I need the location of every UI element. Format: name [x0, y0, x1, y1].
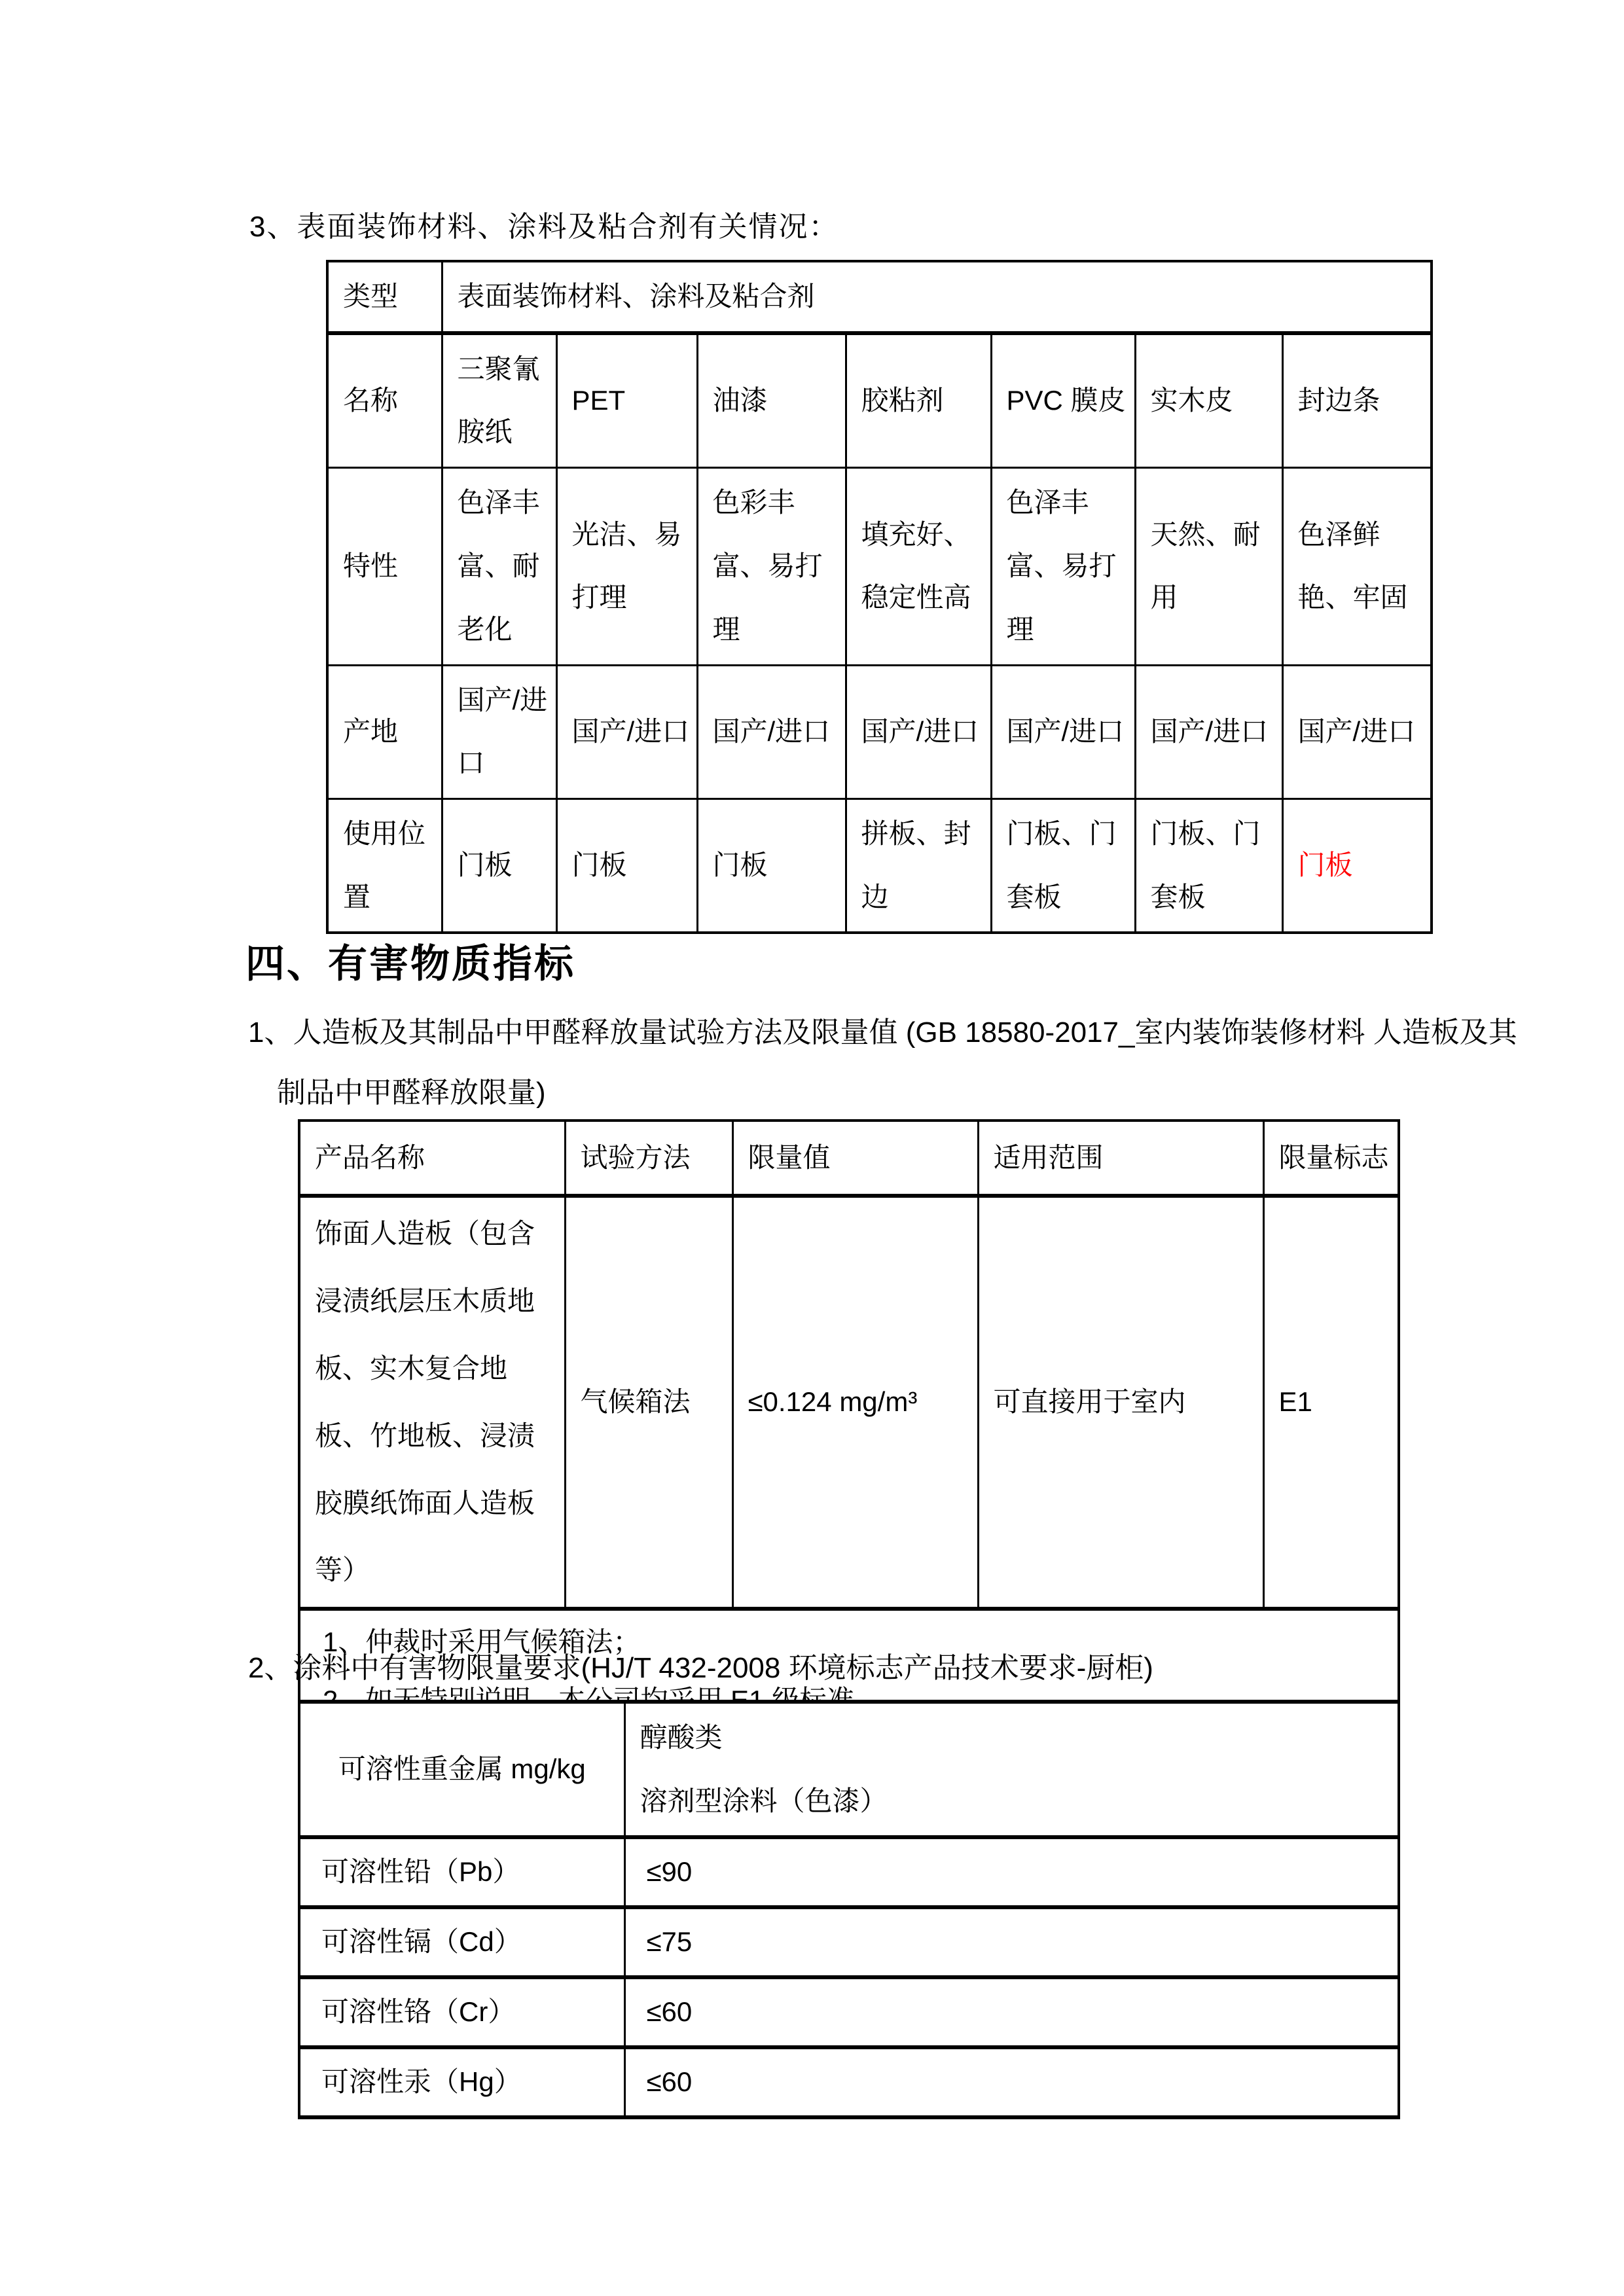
origin-cell: 国产/进口	[846, 665, 991, 798]
usage-cell-highlighted: 门板	[1282, 798, 1432, 933]
limit-value-cell: ≤0.124 mg/m³	[732, 1196, 978, 1609]
header-scope: 适用范围	[978, 1121, 1263, 1196]
name-cell: 油漆	[697, 333, 846, 468]
origin-cell: 国产/进口	[1135, 665, 1282, 798]
name-cell: 封边条	[1282, 333, 1432, 468]
name-cell: PET	[556, 333, 697, 468]
usage-cell: 门板、门套板	[991, 798, 1135, 933]
header-heavy-metals: 可溶性重金属 mg/kg	[299, 1702, 624, 1837]
scope-cell: 可直接用于室内	[978, 1196, 1263, 1609]
table-row	[327, 798, 1432, 933]
metal-limit-hg: ≤60	[624, 2047, 1399, 2117]
name-cell: PVC 膜皮	[991, 333, 1135, 468]
metal-label-cd: 可溶性镉（Cd）	[299, 1907, 624, 1977]
formaldehyde-limits-table	[298, 1119, 1400, 1734]
origin-cell: 国产/进口	[442, 665, 556, 798]
usage-cell: 拼板、封边	[846, 798, 991, 933]
coating-type-line: 溶剂型涂料（色漆）	[640, 1785, 888, 1816]
section-4-heading: 四、有害物质指标	[245, 942, 575, 986]
header-limit-value: 限量值	[732, 1121, 978, 1196]
origin-cell: 国产/进口	[1282, 665, 1432, 798]
name-cell: 胶粘剂	[846, 333, 991, 468]
feature-cell: 天然、耐用	[1135, 467, 1282, 665]
feature-cell: 色泽鲜艳、牢固	[1282, 467, 1432, 665]
formaldehyde-intro-paragraph	[248, 1003, 1517, 1123]
metal-label-pb: 可溶性铅（Pb）	[299, 1837, 624, 1907]
usage-cell: 门板	[442, 798, 556, 933]
metal-label-cr: 可溶性铬（Cr）	[299, 1977, 624, 2047]
paragraph-line: 1、人造板及其制品中甲醛释放量试验方法及限量值 (GB 18580-2017_室内装饰装修材料 人造板及其	[248, 1016, 1517, 1049]
table-row	[299, 1977, 1399, 2047]
usage-cell: 门板	[556, 798, 697, 933]
coating-type-line: 醇酸类	[640, 1722, 723, 1753]
header-coating-type	[624, 1702, 1399, 1837]
row-label-name: 名称	[327, 333, 442, 468]
feature-cell: 色泽丰富、易打理	[991, 467, 1135, 665]
table-row	[299, 1907, 1399, 1977]
feature-cell: 光洁、易打理	[556, 467, 697, 665]
name-cell: 三聚氰胺纸	[442, 333, 556, 468]
heavy-metals-table	[298, 1700, 1400, 2119]
table-header-row	[299, 1121, 1399, 1196]
usage-cell: 门板、门套板	[1135, 798, 1282, 933]
row-label-usage: 使用位置	[327, 798, 442, 933]
product-name-cell: 饰面人造板（包含浸渍纸层压木质地板、实木复合地板、竹地板、浸渍胶膜纸饰面人造板等）	[299, 1196, 565, 1609]
table-row	[327, 467, 1432, 665]
test-method-cell: 气候箱法	[565, 1196, 732, 1609]
coating-requirement-paragraph: 2、涂料中有害物限量要求(HJ/T 432-2008 环境标志产品技术要求-厨柜)	[248, 1652, 1153, 1684]
table-header-row	[299, 1702, 1399, 1837]
note-line: 1、仲裁时采用气候箱法；	[323, 1626, 641, 1658]
table-row	[299, 2047, 1399, 2117]
header-product-name: 产品名称	[299, 1121, 565, 1196]
origin-cell: 国产/进口	[697, 665, 846, 798]
paragraph-line: 制品中甲醛释放限量)	[277, 1077, 546, 1109]
metal-limit-pb: ≤90	[624, 1837, 1399, 1907]
origin-cell: 国产/进口	[556, 665, 697, 798]
table-row	[299, 1196, 1399, 1609]
table-row	[327, 261, 1432, 333]
row-label-origin: 产地	[327, 665, 442, 798]
section-3-heading: 3、表面装饰材料、涂料及粘合剂有关情况：	[249, 211, 839, 243]
table-row	[299, 1837, 1399, 1907]
header-test-method: 试验方法	[565, 1121, 732, 1196]
metal-label-hg: 可溶性汞（Hg）	[299, 2047, 624, 2117]
usage-cell: 门板	[697, 798, 846, 933]
table-row	[327, 665, 1432, 798]
header-limit-mark: 限量标志	[1263, 1121, 1399, 1196]
feature-cell: 色泽丰富、耐老化	[442, 467, 556, 665]
limit-mark-cell: E1	[1263, 1196, 1399, 1609]
surface-materials-table	[326, 260, 1433, 934]
name-cell: 实木皮	[1135, 333, 1282, 468]
metal-limit-cd: ≤75	[624, 1907, 1399, 1977]
metal-limit-cr: ≤60	[624, 1977, 1399, 2047]
origin-cell: 国产/进口	[991, 665, 1135, 798]
type-value-cell: 表面装饰材料、涂料及粘合剂	[442, 261, 1432, 333]
row-label-feature: 特性	[327, 467, 442, 665]
row-label-type: 类型	[327, 261, 442, 333]
feature-cell: 填充好、稳定性高	[846, 467, 991, 665]
feature-cell: 色彩丰富、易打理	[697, 467, 846, 665]
table-row	[327, 333, 1432, 468]
